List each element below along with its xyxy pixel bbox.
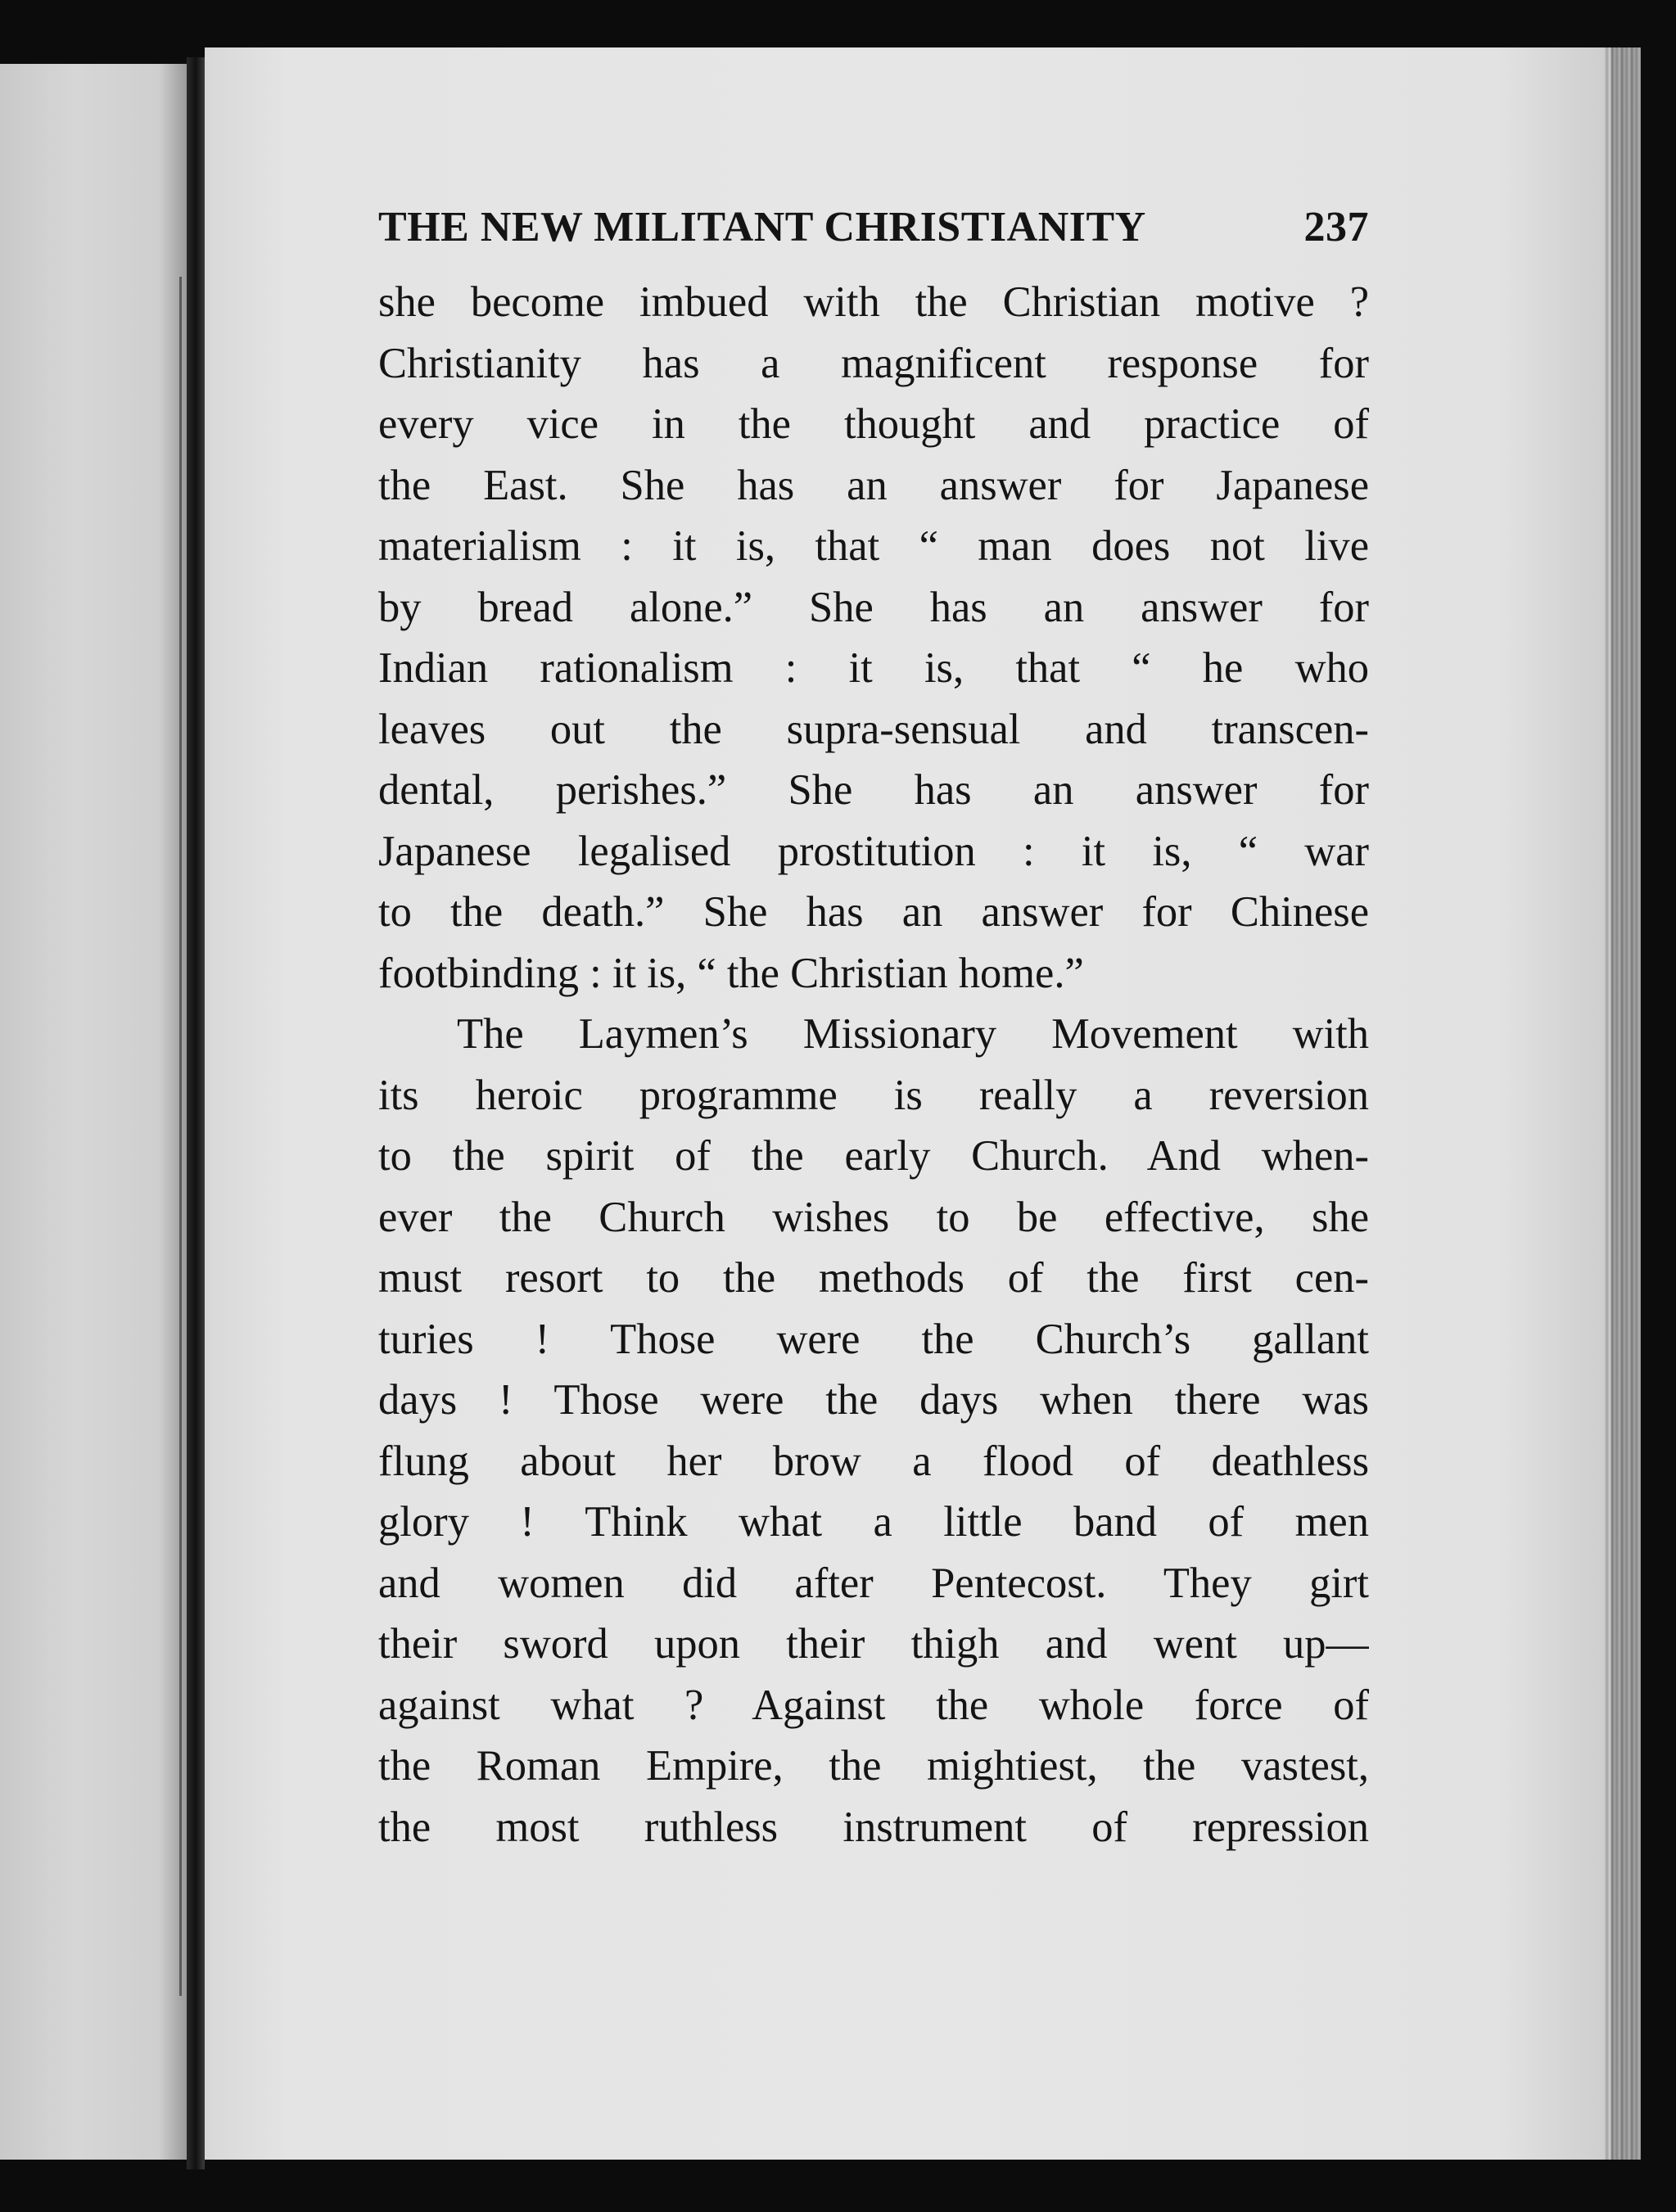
text-line: and women did after Pentecost. They girt xyxy=(378,1559,1369,1607)
running-head xyxy=(378,203,1369,260)
page-number: 237 xyxy=(1303,204,1369,251)
previous-page-strip xyxy=(0,64,187,2160)
text-line: to the spirit of the early Church. And when- xyxy=(378,1132,1369,1180)
running-head-title: THE NEW MILITANT CHRISTIANITY xyxy=(378,204,1146,251)
paragraph xyxy=(378,272,1369,1004)
body-text xyxy=(378,272,1369,1858)
page-edge-marks xyxy=(171,277,182,1996)
text-line: days ! Those were the days when there was xyxy=(378,1376,1369,1424)
text-line: materialism : it is, that “ man does not live xyxy=(378,522,1369,570)
text-line: must resort to the methods of the first cen- xyxy=(378,1254,1369,1302)
text-line: by bread alone.” She has an answer for xyxy=(378,583,1369,631)
text-line: against what ? Against the whole force of xyxy=(378,1681,1369,1729)
text-line: leaves out the supra-sensual and transcen- xyxy=(378,705,1369,753)
text-line: glory ! Think what a little band of men xyxy=(378,1498,1369,1546)
text-line: Indian rationalism : it is, that “ he who xyxy=(378,644,1369,692)
text-line: every vice in the thought and practice of xyxy=(378,400,1369,448)
text-line: Christianity has a magnificent response for xyxy=(378,339,1369,387)
text-line: ever the Church wishes to be effective, she xyxy=(378,1193,1369,1241)
text-line: Japanese legalised prostitution : it is, “ war xyxy=(378,827,1369,875)
text-line: dental, perishes.” She has an answer for xyxy=(378,766,1369,814)
text-line: she become imbued with the Christian motive ? xyxy=(378,278,1369,326)
text-line: flung about her brow a flood of deathless xyxy=(378,1437,1369,1485)
book-gutter xyxy=(187,57,205,2169)
text-line: footbinding : it is, “ the Christian home.” xyxy=(378,949,1084,997)
text-line: the most ruthless instrument of repression xyxy=(378,1803,1369,1851)
text-line: to the death.” She has an answer for Chinese xyxy=(378,888,1369,936)
text-line: the East. She has an answer for Japanese xyxy=(378,461,1369,509)
text-line: The Laymen’s Missionary Movement with xyxy=(457,1010,1369,1058)
text-line: their sword upon their thigh and went up— xyxy=(378,1620,1369,1668)
page-stack-edge xyxy=(1605,47,1641,2160)
paragraph xyxy=(378,1004,1369,1858)
page-text-block xyxy=(378,203,1369,1858)
text-line: the Roman Empire, the mightiest, the vastest, xyxy=(378,1742,1369,1790)
text-line: turies ! Those were the Church’s gallant xyxy=(378,1315,1369,1363)
text-line: its heroic programme is really a reversion xyxy=(378,1071,1369,1119)
